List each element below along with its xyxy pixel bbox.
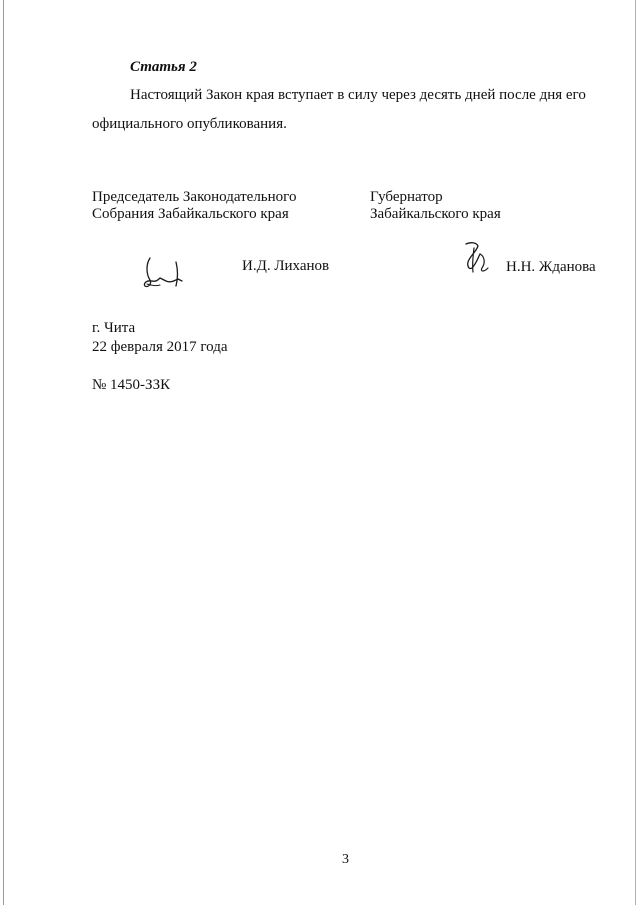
article-text-line-1: Настоящий Закон края вступает в силу через десять дней после дня его: [130, 87, 586, 103]
page-number: 3: [342, 852, 349, 867]
chairman-name: И.Д. Лиханов: [242, 258, 330, 274]
law-number: № 1450-ЗЗК: [92, 377, 171, 393]
article-text-line-2: официального опубликования.: [92, 116, 287, 132]
governor-signature: [456, 238, 496, 278]
signing-date: 22 февраля 2017 года: [92, 339, 228, 355]
chairman-title-line-1: Председатель Законодательного: [92, 189, 297, 205]
chairman-signature: [138, 250, 188, 295]
governor-title-line-1: Губернатор: [370, 189, 443, 205]
signing-place: г. Чита: [92, 320, 136, 336]
chairman-title-line-2: Собрания Забайкальского края: [92, 206, 289, 222]
page-edge-left: [3, 0, 4, 905]
governor-title-line-2: Забайкальского края: [370, 206, 501, 222]
page-edge-right: [635, 0, 636, 905]
article-heading: Статья 2: [130, 59, 197, 75]
governor-name: Н.Н. Жданова: [506, 259, 596, 275]
